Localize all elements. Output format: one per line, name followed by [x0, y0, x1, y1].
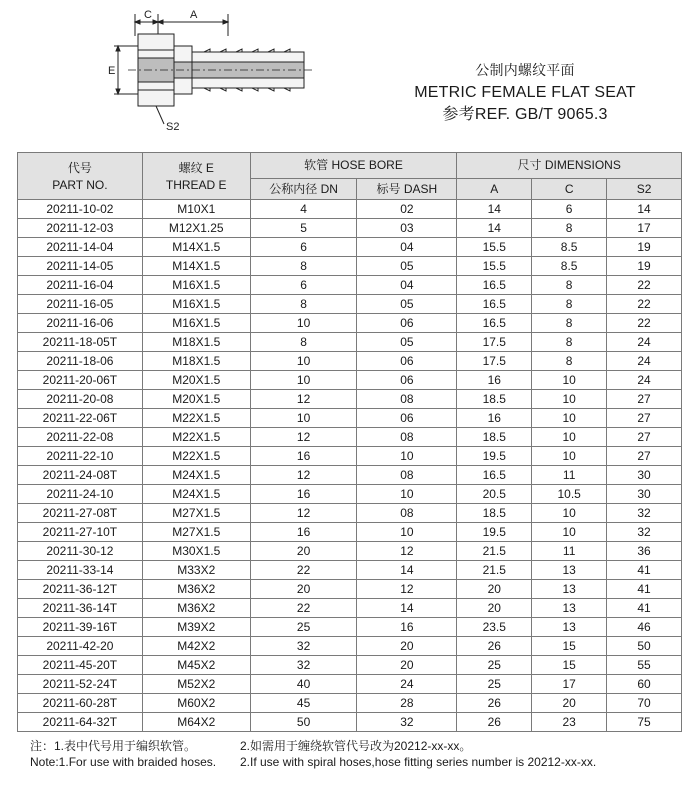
cell-dash: 08	[357, 390, 457, 409]
cell-s2: 30	[607, 466, 682, 485]
cell-a: 19.5	[457, 523, 532, 542]
cell-thread: M10X1	[142, 200, 250, 219]
cell-s2: 27	[607, 409, 682, 428]
note-en-2: 2.If use with spiral hoses,hose fitting series number is 20212-xx-xx.	[240, 755, 597, 769]
cell-thread: M22X1.5	[142, 409, 250, 428]
cell-s2: 30	[607, 485, 682, 504]
table-row	[18, 295, 682, 314]
cell-thread: M60X2	[142, 694, 250, 713]
cell-thread: M16X1.5	[142, 314, 250, 333]
cell-part-no: 20211-22-10	[18, 447, 143, 466]
title-ref: 参考REF. GB/T 9065.3	[442, 106, 608, 123]
cell-a: 21.5	[457, 542, 532, 561]
table-row	[18, 333, 682, 352]
cell-thread: M39X2	[142, 618, 250, 637]
spec-table	[17, 152, 682, 732]
title-block	[390, 60, 660, 126]
cell-dn: 10	[250, 409, 357, 428]
cell-c: 10	[532, 523, 607, 542]
cell-dn: 12	[250, 390, 357, 409]
cell-a: 20	[457, 599, 532, 618]
cell-part-no: 20211-12-03	[18, 219, 143, 238]
cell-part-no: 20211-64-32T	[18, 713, 143, 732]
table-row	[18, 675, 682, 694]
cell-s2: 17	[607, 219, 682, 238]
cell-part-no: 20211-16-04	[18, 276, 143, 295]
cell-s2: 32	[607, 523, 682, 542]
note-en-1: Note:1.For use with braided hoses.	[30, 755, 217, 769]
cell-part-no: 20211-20-06T	[18, 371, 143, 390]
cell-part-no: 20211-24-10	[18, 485, 143, 504]
cell-c: 10	[532, 409, 607, 428]
cell-dash: 03	[357, 219, 457, 238]
cell-thread: M18X1.5	[142, 352, 250, 371]
dim-a-label: A	[190, 9, 198, 21]
cell-a: 16	[457, 409, 532, 428]
table-row	[18, 219, 682, 238]
table-row	[18, 447, 682, 466]
cell-a: 16	[457, 371, 532, 390]
cell-dn: 22	[250, 599, 357, 618]
table-row	[18, 238, 682, 257]
cell-a: 16.5	[457, 466, 532, 485]
cell-dash: 06	[357, 352, 457, 371]
table-row	[18, 580, 682, 599]
cell-a: 16.5	[457, 276, 532, 295]
cell-dash: 20	[357, 637, 457, 656]
header-thread	[142, 153, 250, 200]
cell-dash: 12	[357, 580, 457, 599]
cell-dn: 8	[250, 257, 357, 276]
cell-c: 6	[532, 200, 607, 219]
cell-dn: 25	[250, 618, 357, 637]
spec-table-body	[18, 200, 682, 732]
cell-dn: 16	[250, 523, 357, 542]
cell-a: 25	[457, 656, 532, 675]
cell-c: 23	[532, 713, 607, 732]
header-thread-cn: 螺纹 E	[178, 161, 214, 175]
header-part-cn: 代号	[67, 161, 92, 175]
cell-dash: 06	[357, 409, 457, 428]
cell-c: 15	[532, 656, 607, 675]
cell-dn: 10	[250, 371, 357, 390]
cell-c: 10	[532, 504, 607, 523]
cell-dash: 16	[357, 618, 457, 637]
cell-dash: 04	[357, 276, 457, 295]
header-c: C	[532, 179, 607, 200]
cell-dn: 6	[250, 238, 357, 257]
cell-part-no: 20211-14-05	[18, 257, 143, 276]
table-row	[18, 314, 682, 333]
cell-s2: 24	[607, 333, 682, 352]
cell-s2: 32	[607, 504, 682, 523]
cell-dash: 08	[357, 504, 457, 523]
table-row	[18, 618, 682, 637]
cell-dn: 8	[250, 295, 357, 314]
cell-dn: 6	[250, 276, 357, 295]
cell-s2: 41	[607, 580, 682, 599]
title-en: METRIC FEMALE FLAT SEAT	[414, 84, 636, 101]
cell-a: 15.5	[457, 238, 532, 257]
cell-thread: M30X1.5	[142, 542, 250, 561]
cell-thread: M16X1.5	[142, 295, 250, 314]
note-cn-1: 注：1.表中代号用于编织软管。	[30, 739, 197, 753]
cell-dn: 5	[250, 219, 357, 238]
cell-thread: M36X2	[142, 599, 250, 618]
table-row	[18, 599, 682, 618]
cell-dash: 04	[357, 238, 457, 257]
cell-a: 14	[457, 219, 532, 238]
cell-part-no: 20211-42-20	[18, 637, 143, 656]
cell-thread: M14X1.5	[142, 257, 250, 276]
cell-part-no: 20211-24-08T	[18, 466, 143, 485]
cell-dn: 12	[250, 504, 357, 523]
header-s2: S2	[607, 179, 682, 200]
cell-part-no: 20211-60-28T	[18, 694, 143, 713]
fitting-drawing	[108, 6, 323, 134]
header-dimensions: 尺寸 DIMENSIONS	[457, 153, 682, 179]
cell-c: 15	[532, 637, 607, 656]
cell-dash: 10	[357, 485, 457, 504]
cell-c: 10.5	[532, 485, 607, 504]
cell-dn: 16	[250, 447, 357, 466]
cell-a: 18.5	[457, 390, 532, 409]
table-row	[18, 542, 682, 561]
cell-a: 18.5	[457, 428, 532, 447]
note-cn-2: 2.如需用于缠绕软管代号改为20212-xx-xx。	[240, 739, 472, 753]
cell-thread: M33X2	[142, 561, 250, 580]
table-row	[18, 352, 682, 371]
cell-dash: 06	[357, 314, 457, 333]
table-row	[18, 409, 682, 428]
cell-c: 10	[532, 371, 607, 390]
cell-a: 26	[457, 637, 532, 656]
cell-dash: 14	[357, 561, 457, 580]
cell-part-no: 20211-10-02	[18, 200, 143, 219]
cell-dn: 10	[250, 314, 357, 333]
cell-s2: 22	[607, 276, 682, 295]
cell-part-no: 20211-52-24T	[18, 675, 143, 694]
cell-a: 18.5	[457, 504, 532, 523]
cell-part-no: 20211-30-12	[18, 542, 143, 561]
cell-thread: M20X1.5	[142, 390, 250, 409]
cell-thread: M22X1.5	[142, 428, 250, 447]
cell-dash: 24	[357, 675, 457, 694]
header-part-en: PART NO.	[52, 178, 108, 192]
cell-dn: 32	[250, 637, 357, 656]
cell-c: 13	[532, 599, 607, 618]
cell-dn: 16	[250, 485, 357, 504]
cell-c: 8	[532, 219, 607, 238]
cell-s2: 14	[607, 200, 682, 219]
cell-a: 19.5	[457, 447, 532, 466]
table-row	[18, 656, 682, 675]
cell-dn: 40	[250, 675, 357, 694]
cell-dash: 14	[357, 599, 457, 618]
cell-c: 8.5	[532, 257, 607, 276]
cell-part-no: 20211-45-20T	[18, 656, 143, 675]
table-row	[18, 257, 682, 276]
header-dash: 标号 DASH	[357, 179, 457, 200]
cell-s2: 19	[607, 238, 682, 257]
cell-s2: 36	[607, 542, 682, 561]
cell-c: 17	[532, 675, 607, 694]
cell-s2: 60	[607, 675, 682, 694]
cell-a: 20	[457, 580, 532, 599]
cell-dn: 22	[250, 561, 357, 580]
cell-a: 14	[457, 200, 532, 219]
header-hose-bore: 软管 HOSE BORE	[250, 153, 457, 179]
cell-dash: 05	[357, 333, 457, 352]
table-row	[18, 276, 682, 295]
cell-a: 21.5	[457, 561, 532, 580]
cell-s2: 55	[607, 656, 682, 675]
cell-s2: 24	[607, 352, 682, 371]
cell-c: 8	[532, 333, 607, 352]
cell-thread: M27X1.5	[142, 504, 250, 523]
title-cn: 公制内螺纹平面	[475, 63, 575, 79]
cell-c: 11	[532, 466, 607, 485]
cell-s2: 41	[607, 561, 682, 580]
cell-c: 10	[532, 447, 607, 466]
cell-dn: 20	[250, 542, 357, 561]
table-row	[18, 713, 682, 732]
cell-thread: M36X2	[142, 580, 250, 599]
cell-thread: M22X1.5	[142, 447, 250, 466]
cell-s2: 27	[607, 428, 682, 447]
cell-thread: M16X1.5	[142, 276, 250, 295]
cell-a: 15.5	[457, 257, 532, 276]
cell-s2: 22	[607, 295, 682, 314]
cell-c: 11	[532, 542, 607, 561]
cell-thread: M24X1.5	[142, 485, 250, 504]
cell-s2: 24	[607, 371, 682, 390]
cell-a: 17.5	[457, 333, 532, 352]
cell-s2: 50	[607, 637, 682, 656]
table-row	[18, 561, 682, 580]
cell-s2: 75	[607, 713, 682, 732]
cell-part-no: 20211-22-06T	[18, 409, 143, 428]
cell-s2: 27	[607, 390, 682, 409]
cell-part-no: 20211-18-05T	[18, 333, 143, 352]
cell-c: 10	[532, 428, 607, 447]
cell-part-no: 20211-16-06	[18, 314, 143, 333]
table-row	[18, 200, 682, 219]
header-dn: 公称内径 DN	[250, 179, 357, 200]
cell-thread: M64X2	[142, 713, 250, 732]
notes	[30, 738, 596, 770]
cell-a: 26	[457, 694, 532, 713]
cell-dn: 45	[250, 694, 357, 713]
cell-dash: 05	[357, 295, 457, 314]
table-row	[18, 428, 682, 447]
cell-part-no: 20211-14-04	[18, 238, 143, 257]
cell-dn: 20	[250, 580, 357, 599]
cell-dn: 32	[250, 656, 357, 675]
cell-dash: 32	[357, 713, 457, 732]
cell-dash: 08	[357, 466, 457, 485]
cell-dash: 12	[357, 542, 457, 561]
cell-a: 17.5	[457, 352, 532, 371]
cell-s2: 27	[607, 447, 682, 466]
cell-a: 20.5	[457, 485, 532, 504]
table-row	[18, 523, 682, 542]
cell-a: 16.5	[457, 314, 532, 333]
header-thread-en: THREAD E	[165, 178, 227, 192]
cell-thread: M24X1.5	[142, 466, 250, 485]
cell-thread: M18X1.5	[142, 333, 250, 352]
cell-dash: 20	[357, 656, 457, 675]
table-row	[18, 485, 682, 504]
table-row	[18, 694, 682, 713]
cell-c: 13	[532, 561, 607, 580]
table-row	[18, 466, 682, 485]
cell-thread: M20X1.5	[142, 371, 250, 390]
table-row	[18, 504, 682, 523]
cell-thread: M27X1.5	[142, 523, 250, 542]
cell-part-no: 20211-22-08	[18, 428, 143, 447]
cell-dash: 05	[357, 257, 457, 276]
cell-part-no: 20211-36-14T	[18, 599, 143, 618]
cell-part-no: 20211-39-16T	[18, 618, 143, 637]
cell-a: 23.5	[457, 618, 532, 637]
cell-c: 8	[532, 276, 607, 295]
cell-s2: 46	[607, 618, 682, 637]
cell-c: 10	[532, 390, 607, 409]
cell-a: 26	[457, 713, 532, 732]
cell-part-no: 20211-27-08T	[18, 504, 143, 523]
header-a: A	[457, 179, 532, 200]
cell-thread: M42X2	[142, 637, 250, 656]
header-part-no	[18, 153, 143, 200]
cell-part-no: 20211-27-10T	[18, 523, 143, 542]
cell-thread: M45X2	[142, 656, 250, 675]
dim-s2-label: S2	[166, 121, 180, 133]
cell-c: 13	[532, 580, 607, 599]
cell-c: 8	[532, 352, 607, 371]
cell-dn: 4	[250, 200, 357, 219]
cell-dash: 06	[357, 371, 457, 390]
cell-dash: 10	[357, 447, 457, 466]
cell-part-no: 20211-36-12T	[18, 580, 143, 599]
cell-dn: 50	[250, 713, 357, 732]
cell-a: 25	[457, 675, 532, 694]
cell-s2: 22	[607, 314, 682, 333]
dim-c-label: C	[144, 9, 152, 21]
cell-part-no: 20211-16-05	[18, 295, 143, 314]
cell-c: 8	[532, 295, 607, 314]
cell-dn: 10	[250, 352, 357, 371]
cell-a: 16.5	[457, 295, 532, 314]
table-row	[18, 371, 682, 390]
cell-c: 20	[532, 694, 607, 713]
cell-c: 13	[532, 618, 607, 637]
cell-dn: 12	[250, 466, 357, 485]
cell-dn: 12	[250, 428, 357, 447]
cell-c: 8	[532, 314, 607, 333]
cell-s2: 41	[607, 599, 682, 618]
cell-dash: 02	[357, 200, 457, 219]
cell-thread: M14X1.5	[142, 238, 250, 257]
cell-part-no: 20211-20-08	[18, 390, 143, 409]
cell-dash: 28	[357, 694, 457, 713]
cell-c: 8.5	[532, 238, 607, 257]
cell-part-no: 20211-18-06	[18, 352, 143, 371]
cell-s2: 19	[607, 257, 682, 276]
dim-e-label: E	[108, 65, 116, 77]
table-row	[18, 637, 682, 656]
cell-thread: M52X2	[142, 675, 250, 694]
cell-dash: 08	[357, 428, 457, 447]
table-row	[18, 390, 682, 409]
cell-thread: M12X1.25	[142, 219, 250, 238]
cell-part-no: 20211-33-14	[18, 561, 143, 580]
cell-dash: 10	[357, 523, 457, 542]
cell-s2: 70	[607, 694, 682, 713]
cell-dn: 8	[250, 333, 357, 352]
